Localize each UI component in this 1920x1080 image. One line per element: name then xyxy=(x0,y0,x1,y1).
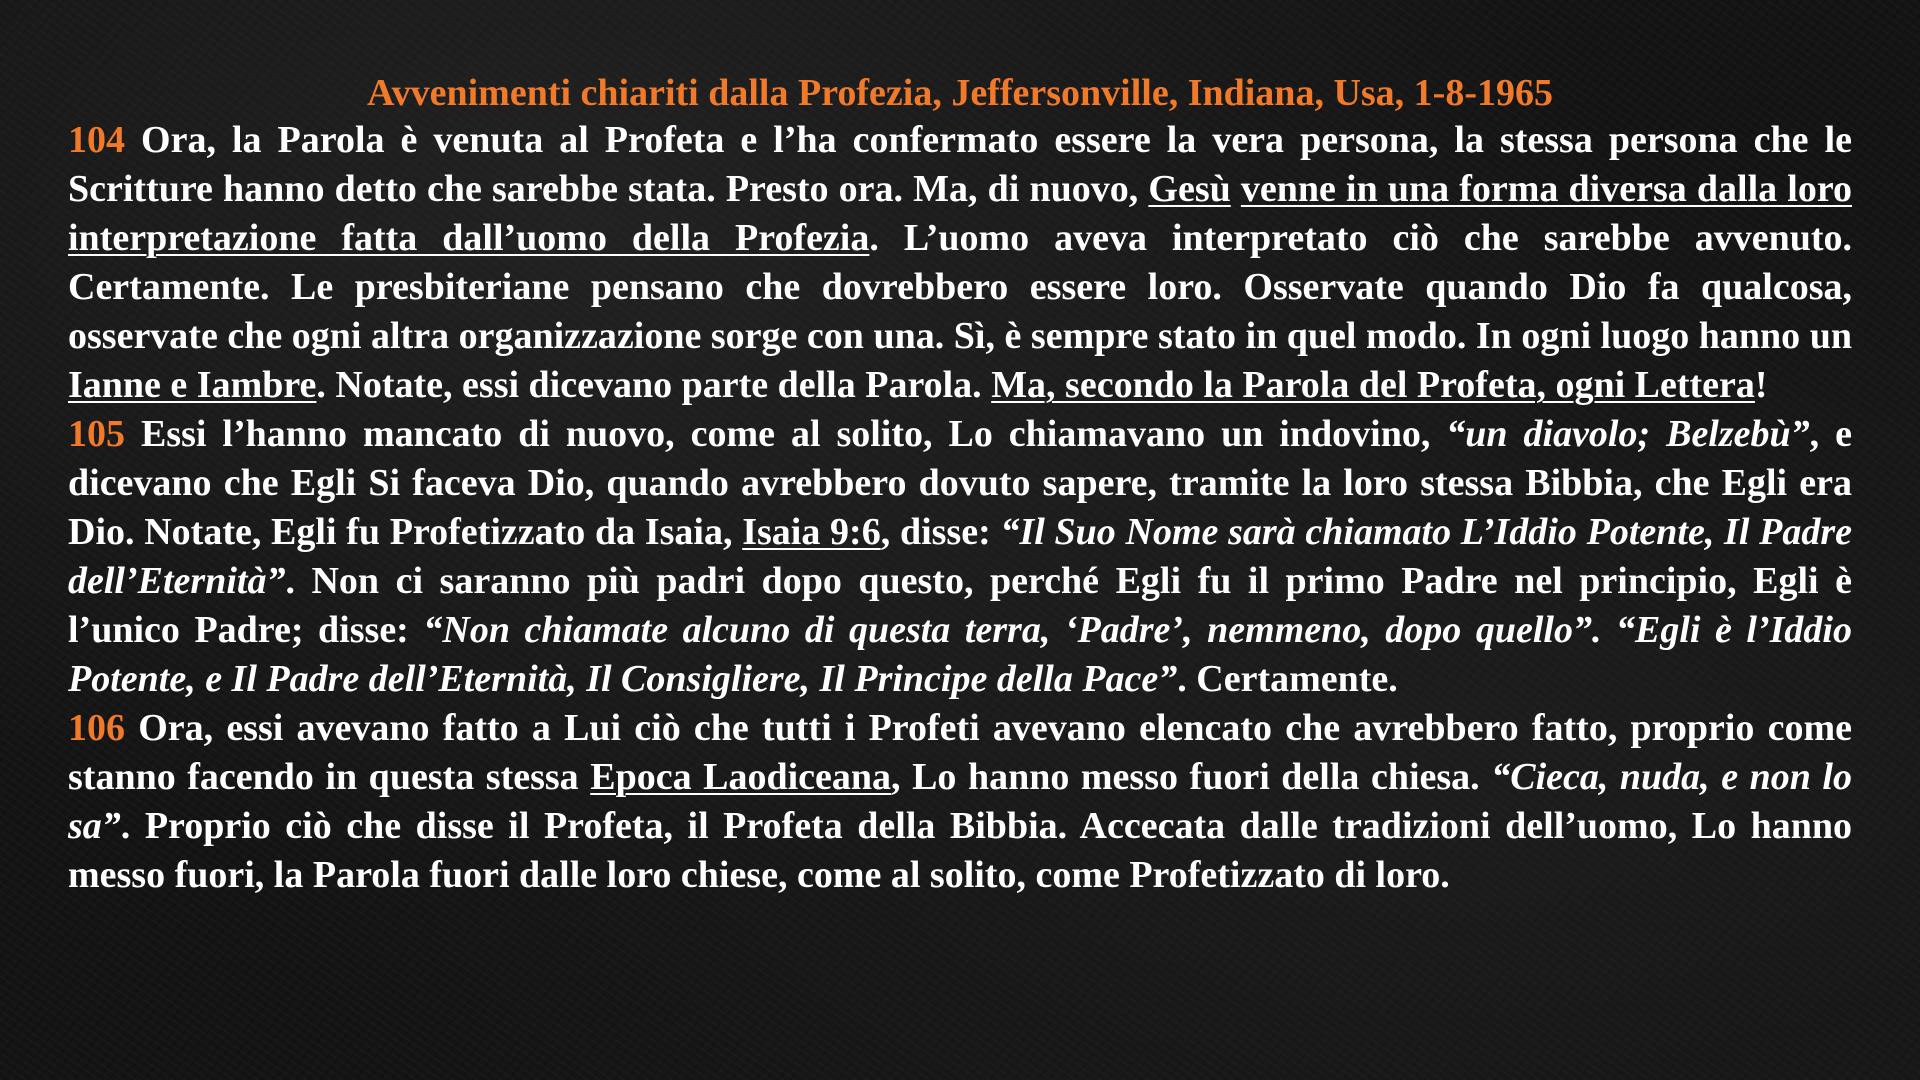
underlined-segment: Epoca Laodiceana xyxy=(590,756,892,798)
text-segment: . L’uomo aveva interpretato ciò che sarebbe avvenuto. Certamente. Le presbiteriane pensano che dovrebbero essere loro. Osservate quando Dio fa qualcosa, osservate che ogni altra organizzazione sorge con una. Sì, è sempre stato in quel modo. In ogni luogo hanno un xyxy=(68,217,1852,357)
text-segment: Essi l’hanno mancato di nuovo, come al solito, Lo chiamavano un indovino, xyxy=(125,413,1447,455)
underlined-segment: venne in una forma diversa dalla loro interpretazione fatta dall’uomo della Profezia xyxy=(68,168,1852,259)
paragraph-105 xyxy=(68,410,1852,704)
underlined-segment: Ianne e Iambre xyxy=(68,364,317,406)
text-segment: , disse: xyxy=(880,511,1001,553)
underlined-segment: Gesù xyxy=(1148,168,1231,210)
italic-quote: “un diavolo; Belzebù” xyxy=(1446,413,1810,455)
paragraph-number: 106 xyxy=(68,707,125,749)
scripture-reference: Isaia 9:6 xyxy=(742,511,881,553)
text-segment xyxy=(1231,168,1241,210)
text-segment: . Non ci saranno più padri dopo questo, perché Egli fu il primo Padre nel principio, Egli è l’unico Padre; disse: xyxy=(68,560,1852,651)
italic-quote: “Cieca, nuda, e non lo sa” xyxy=(68,756,1852,847)
text-segment: , e dicevano che Egli Si faceva Dio, quando avrebbero dovuto sapere, tramite la loro stessa Bibbia, che Egli era Dio. Notate, Egli fu Profetizzato da Isaia, xyxy=(68,413,1852,553)
italic-quote: “Non chiamate alcuno di questa terra, ‘Padre’, nemmeno, dopo quello”. “Egli è l’Iddio Potente, e Il Padre dell’Eternità, Il Consigliere, Il Principe della Pace” xyxy=(68,609,1852,700)
paragraph-104 xyxy=(68,116,1852,410)
text-segment: Ora, la Parola è venuta al Profeta e l’ha confermato essere la vera persona, la stessa persona che le Scritture hanno detto che sarebbe stata. Presto ora. Ma, di nuovo, xyxy=(68,119,1852,210)
paragraph-106 xyxy=(68,704,1852,900)
sermon-slide xyxy=(68,70,1852,1060)
slide-title: Avvenimenti chiariti dalla Profezia, Jeffersonville, Indiana, Usa, 1-8-1965 xyxy=(367,72,1553,114)
text-segment: , Lo hanno messo fuori della chiesa. xyxy=(891,756,1492,798)
text-segment: Ora, essi avevano fatto a Lui ciò che tutti i Profeti avevano elencato che avrebbero fatto, proprio come stanno facendo in questa stessa xyxy=(68,707,1852,798)
italic-quote: “Il Suo Nome sarà chiamato L’Iddio Potente, Il Padre dell’Eternità” xyxy=(68,511,1852,602)
text-segment: . Notate, essi dicevano parte della Parola. xyxy=(316,364,992,406)
paragraph-number: 104 xyxy=(68,119,125,161)
paragraph-number: 105 xyxy=(68,413,125,455)
underlined-segment: Ma, secondo la Parola del Profeta, ogni Lettera xyxy=(991,364,1755,406)
text-segment: . Certamente. xyxy=(1177,658,1398,700)
text-segment: ! xyxy=(1754,364,1768,406)
text-segment: . Proprio ciò che disse il Profeta, il Profeta della Bibbia. Accecata dalle tradizioni dell’uomo, Lo hanno messo fuori, la Parola fuori dalle loro chiese, come al solito, come Profetizzato di loro. xyxy=(68,805,1852,896)
